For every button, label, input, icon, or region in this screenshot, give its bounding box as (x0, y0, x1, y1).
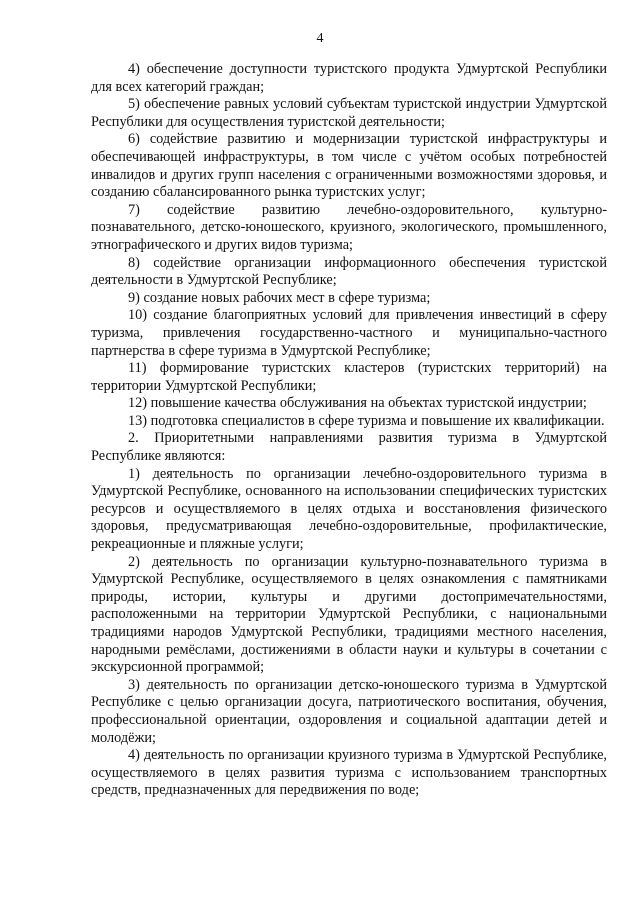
paragraph: 3) деятельность по организации детско-юношеского туризма в Удмуртской Республике с целью организации досуга, патриотического воспитания, обучения, профессиональной ориентации, оздоровления и социальной адаптации детей и молодёжи; (91, 676, 607, 746)
paragraph: 8) содействие организации информационного обеспечения туристской деятельности в Удмуртской Республике; (91, 254, 607, 289)
paragraph: 7) содействие развитию лечебно-оздоровительного, культурно-познавательного, детско-юношеского, круизного, экологического, промышленного, этнографического и других видов туризма; (91, 201, 607, 253)
document-body (91, 61, 607, 800)
paragraph: 4) обеспечение доступности туристского продукта Удмуртской Республики для всех категорий граждан; (91, 61, 607, 95)
page-number: 4 (316, 31, 324, 46)
paragraph: 11) формирование туристских кластеров (туристских территорий) на территории Удмуртской Республики; (91, 360, 607, 394)
paragraph: 1) деятельность по организации лечебно-оздоровительного туризма в Удмуртской Республике, основанного на использовании специфических туристских ресурсов и осуществляемого в целях отдыха и восстановления физического здоровья, предусматривающая лечебно-оздоровительные, профилактические, рекреационные и пляжные услуги; (91, 465, 607, 553)
paragraph: 5) обеспечение равных условий субъектам туристской индустрии Удмуртской Республики для осуществления туристской деятельности; (91, 96, 607, 130)
paragraph: 10) создание благоприятных условий для привлечения инвестиций в сферу туризма, привлечения государственно-частного и муниципально-частного партнерства в сфере туризма в Удмуртской Республике; (91, 307, 607, 359)
paragraph: 13) подготовка специалистов в сфере туризма и повышение их квалификации. (128, 412, 605, 429)
paragraph: 6) содействие развитию и модернизации туристской инфраструктуры и обеспечивающей инфраструктуры, в том числе с учётом особых потребностей инвалидов и других групп населения с ограниченными возможностями здоровья, и созданию сбалансированного рынка туристских услуг; (91, 131, 607, 201)
paragraph: 2) деятельность по организации культурно-познавательного туризма в Удмуртской Республике, осуществляемого в целях ознакомления с памятниками природы, истории, культуры и другими достопримечательностями, расположенными на территории Удмуртской Республики, с национальными традициями народов Удмуртской Республики, традициями местного населения, народными ремёслами, достижениями в области науки и культуры в сочетании с экскурсионной программой; (91, 553, 607, 676)
paragraph: 12) повышение качества обслуживания на объектах туристской индустрии; (128, 395, 587, 412)
paragraph: 4) деятельность по организации круизного туризма в Удмуртской Республике, осуществляемого в целях развития туризма с использованием транспортных средств, предназначенных для передвижения по воде; (91, 747, 607, 799)
section-heading-paragraph: 2. Приоритетными направлениями развития туризма в Удмуртской Республике являются: (91, 430, 607, 465)
paragraph: 9) создание новых рабочих мест в сфере туризма; (128, 289, 431, 306)
